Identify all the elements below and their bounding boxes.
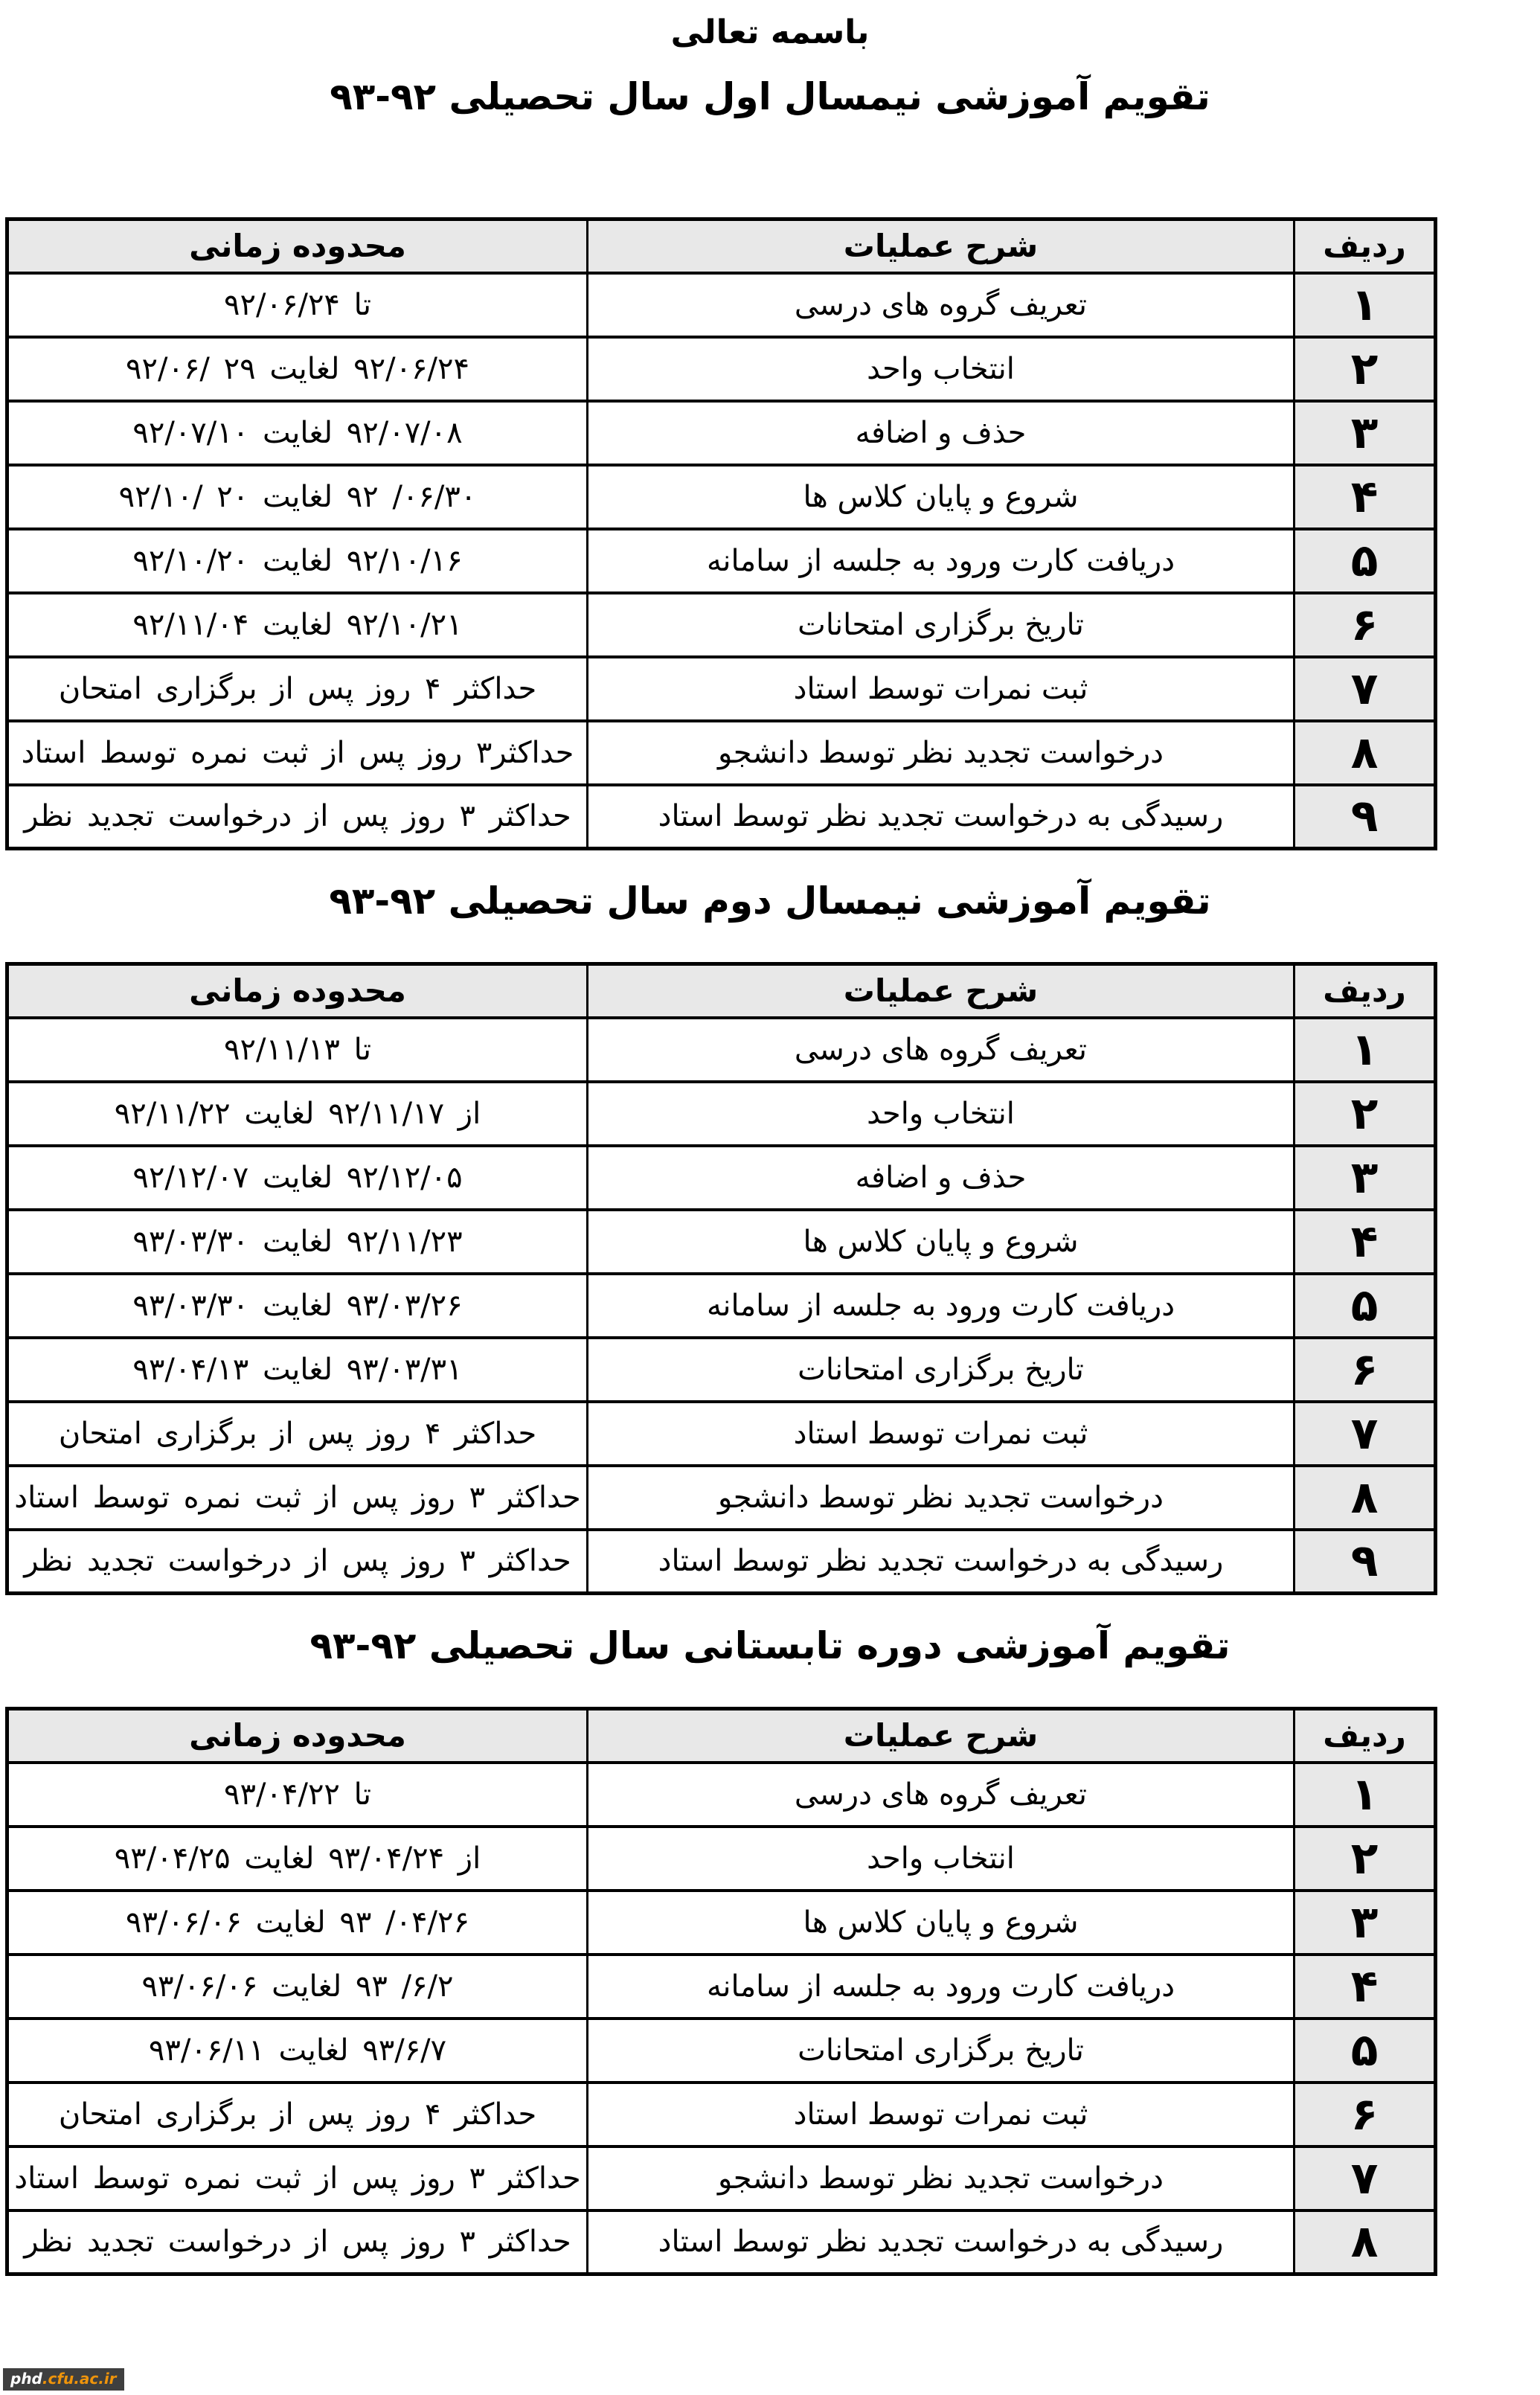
operation-cell: انتخاب واحد <box>588 1827 1294 1891</box>
table-row <box>7 529 1436 593</box>
calendar-table-second-semester <box>5 962 1437 1595</box>
date-value: ۹۲/۱۲/۰۷ <box>132 1160 249 1195</box>
time-range-cell <box>7 2210 588 2274</box>
range-word: حداکثر ۴ روز پس از برگزاری امتحان <box>58 1416 537 1451</box>
column-header-row-number: ردیف <box>1294 964 1436 1018</box>
date-value: ۹۳ /۰۴/۲۶ <box>339 1905 469 1940</box>
operation-cell: دریافت کارت ورود به جلسه از سامانه <box>588 529 1294 593</box>
table-row <box>7 273 1436 337</box>
range-word: لغایت <box>244 1096 315 1131</box>
time-range-cell <box>7 785 588 849</box>
section-title-first-semester: تقویم آموزشی نیمسال اول سال تحصیلی ۹۲-۹۳ <box>330 75 1210 118</box>
row-number: ۱ <box>1294 1763 1436 1827</box>
table-row <box>7 657 1436 721</box>
time-range-cell <box>7 529 588 593</box>
date-value: ۹۲/۱۲/۰۵ <box>346 1160 463 1195</box>
table-row <box>7 721 1436 785</box>
operation-cell: تعریف گروه های درسی <box>588 1763 1294 1827</box>
date-value: ۹۲/۱۱/۲۳ <box>346 1224 463 1259</box>
date-value: ۹۲/۱۰/۱۶ <box>346 543 463 578</box>
date-value: ۹۳/۰۴/۲۲ <box>224 1777 340 1812</box>
operation-cell: حذف و اضافه <box>588 401 1294 465</box>
table-row <box>7 1955 1436 2019</box>
row-number: ۵ <box>1294 2019 1436 2083</box>
range-word: از <box>458 1096 481 1131</box>
range-word: لغایت <box>262 415 333 450</box>
operation-cell: رسیدگی به درخواست تجدید نظر توسط استاد <box>588 785 1294 849</box>
table-row <box>7 2083 1436 2146</box>
table-row <box>7 401 1436 465</box>
operation-cell: ثبت نمرات توسط استاد <box>588 657 1294 721</box>
time-range-cell <box>7 1466 588 1530</box>
row-number: ۸ <box>1294 2210 1436 2274</box>
time-range-cell <box>7 1082 588 1146</box>
date-value: ۹۲/۰۶/ ۲۹ <box>126 351 256 386</box>
column-header-operation: شرح عملیات <box>588 219 1294 273</box>
time-range-cell <box>7 273 588 337</box>
watermark-domain-label: .cfu.ac.ir <box>42 2370 117 2388</box>
table-row <box>7 1018 1436 1082</box>
table-row <box>7 593 1436 657</box>
table-row <box>7 337 1436 401</box>
table-header-row <box>7 964 1436 1018</box>
row-number: ۲ <box>1294 1082 1436 1146</box>
row-number: ۱ <box>1294 1018 1436 1082</box>
range-word: لغایت <box>262 1352 333 1387</box>
table-header-row <box>7 1709 1436 1763</box>
time-range-cell <box>7 1827 588 1891</box>
range-word: حداکثر ۴ روز پس از برگزاری امتحان <box>58 671 537 706</box>
range-word: تا <box>353 287 371 322</box>
table-row <box>7 2019 1436 2083</box>
table-row <box>7 1530 1436 1594</box>
date-value: ۹۳/۰۶/۰۶ <box>126 1905 242 1940</box>
row-number: ۲ <box>1294 337 1436 401</box>
operation-cell: انتخاب واحد <box>588 1082 1294 1146</box>
time-range-cell <box>7 1274 588 1338</box>
time-range-cell <box>7 2019 588 2083</box>
range-word: لغایت <box>262 479 333 514</box>
operation-cell: دریافت کارت ورود به جلسه از سامانه <box>588 1955 1294 2019</box>
table-row <box>7 1891 1436 1955</box>
date-value: ۹۲/۱۱/۱۷ <box>328 1096 445 1131</box>
time-range-cell <box>7 2083 588 2146</box>
time-range-cell <box>7 1763 588 1827</box>
row-number: ۳ <box>1294 401 1436 465</box>
time-range-cell <box>7 1018 588 1082</box>
table-row <box>7 1338 1436 1402</box>
date-value: ۹۳ /۶/۲ <box>355 1969 454 2004</box>
row-number: ۹ <box>1294 1530 1436 1594</box>
date-value: ۹۳/۰۴/۱۳ <box>132 1352 249 1387</box>
row-number: ۴ <box>1294 465 1436 529</box>
column-header-row-number: ردیف <box>1294 219 1436 273</box>
date-value: ۹۳/۰۶/۱۱ <box>148 2033 265 2068</box>
range-word: لغایت <box>262 607 333 642</box>
table-row <box>7 1402 1436 1466</box>
row-number: ۳ <box>1294 1146 1436 1210</box>
row-number: ۳ <box>1294 1891 1436 1955</box>
date-value: ۹۳/۰۴/۲۴ <box>328 1841 445 1876</box>
table-row <box>7 2146 1436 2210</box>
date-value: ۹۳/۰۳/۳۰ <box>132 1224 249 1259</box>
bismillah-heading: باسمه تعالی <box>670 13 870 51</box>
section-title-summer-term: تقویم آموزشی دوره تابستانی سال تحصیلی ۹۲-۹۳ <box>309 1624 1231 1667</box>
time-range-cell <box>7 721 588 785</box>
operation-cell: رسیدگی به درخواست تجدید نظر توسط استاد <box>588 2210 1294 2274</box>
operation-cell: رسیدگی به درخواست تجدید نظر توسط استاد <box>588 1530 1294 1594</box>
row-number: ۵ <box>1294 1274 1436 1338</box>
row-number: ۷ <box>1294 2146 1436 2210</box>
range-word: لغایت <box>255 1905 326 1940</box>
operation-cell: شروع و پایان کلاس ها <box>588 1210 1294 1274</box>
operation-cell: شروع و پایان کلاس ها <box>588 465 1294 529</box>
table-row <box>7 1466 1436 1530</box>
range-word: لغایت <box>262 1160 333 1195</box>
operation-cell: ثبت نمرات توسط استاد <box>588 1402 1294 1466</box>
column-header-operation: شرح عملیات <box>588 1709 1294 1763</box>
row-number: ۵ <box>1294 529 1436 593</box>
range-word: حداکثر ۳ روز پس از ثبت نمره توسط استاد <box>14 2161 581 2196</box>
column-header-time-range: محدوده زمانی <box>7 1709 588 1763</box>
table-row <box>7 1146 1436 1210</box>
date-value: ۹۲/۱۰/۲۱ <box>346 607 463 642</box>
row-number: ۴ <box>1294 1210 1436 1274</box>
table-header-row <box>7 219 1436 273</box>
section-title-second-semester: تقویم آموزشی نیمسال دوم سال تحصیلی ۹۲-۹۳ <box>329 879 1211 923</box>
operation-cell: تاریخ برگزاری امتحانات <box>588 2019 1294 2083</box>
operation-cell: تاریخ برگزاری امتحانات <box>588 593 1294 657</box>
table-row <box>7 1827 1436 1891</box>
date-value: ۹۳/۶/۷ <box>362 2033 447 2068</box>
range-word: حداکثر ۴ روز پس از برگزاری امتحان <box>58 2097 537 2132</box>
range-word: لغایت <box>278 2033 349 2068</box>
time-range-cell <box>7 1146 588 1210</box>
calendar-table-first-semester <box>5 217 1437 850</box>
table-row <box>7 785 1436 849</box>
table-row <box>7 2210 1436 2274</box>
watermark-phd-label: phd <box>10 2370 42 2388</box>
site-watermark-badge <box>3 2368 124 2391</box>
time-range-cell <box>7 1210 588 1274</box>
column-header-time-range: محدوده زمانی <box>7 964 588 1018</box>
date-value: ۹۳/۰۳/۲۶ <box>346 1288 463 1323</box>
operation-cell: ثبت نمرات توسط استاد <box>588 2083 1294 2146</box>
range-word: لغایت <box>262 543 333 578</box>
range-word: حداکثر ۳ روز پس از درخواست تجدید نظر <box>24 1544 571 1579</box>
table-row <box>7 1763 1436 1827</box>
range-word: حداکثر ۳ روز پس از درخواست تجدید نظر <box>24 799 571 834</box>
time-range-cell <box>7 1891 588 1955</box>
date-value: ۹۲/۰۶/۲۴ <box>353 351 469 386</box>
date-value: ۹۲/۰۷/۰۸ <box>346 415 463 450</box>
range-word: لغایت <box>262 1288 333 1323</box>
range-word: تا <box>353 1777 371 1812</box>
operation-cell: درخواست تجدید نظر توسط دانشجو <box>588 1466 1294 1530</box>
time-range-cell <box>7 1338 588 1402</box>
operation-cell: تعریف گروه های درسی <box>588 1018 1294 1082</box>
table-row <box>7 1274 1436 1338</box>
time-range-cell <box>7 593 588 657</box>
time-range-cell <box>7 1955 588 2019</box>
time-range-cell <box>7 465 588 529</box>
row-number: ۱ <box>1294 273 1436 337</box>
table-row <box>7 465 1436 529</box>
calendar-table-summer-term <box>5 1707 1437 2276</box>
date-value: ۹۳/۰۳/۳۱ <box>346 1352 463 1387</box>
date-value: ۹۲/۱۱/۲۲ <box>114 1096 231 1131</box>
date-value: ۹۲/۱۱/۱۳ <box>224 1032 340 1067</box>
range-word: لغایت <box>269 351 340 386</box>
operation-cell: درخواست تجدید نظر توسط دانشجو <box>588 721 1294 785</box>
date-value: ۹۲/۱۰/۲۰ <box>132 543 249 578</box>
row-number: ۲ <box>1294 1827 1436 1891</box>
row-number: ۹ <box>1294 785 1436 849</box>
range-word: لغایت <box>272 1969 342 2004</box>
range-word: از <box>458 1841 481 1876</box>
operation-cell: تعریف گروه های درسی <box>588 273 1294 337</box>
time-range-cell <box>7 657 588 721</box>
date-value: ۹۲ /۰۶/۳۰ <box>346 479 477 514</box>
date-value: ۹۲/۱۰/ ۲۰ <box>118 479 249 514</box>
row-number: ۸ <box>1294 721 1436 785</box>
date-value: ۹۳/۰۴/۲۵ <box>114 1841 231 1876</box>
range-word: حداکثر ۳ روز پس از درخواست تجدید نظر <box>24 2225 571 2260</box>
date-value: ۹۳/۰۳/۳۰ <box>132 1288 249 1323</box>
row-number: ۶ <box>1294 1338 1436 1402</box>
row-number: ۸ <box>1294 1466 1436 1530</box>
row-number: ۷ <box>1294 657 1436 721</box>
column-header-operation: شرح عملیات <box>588 964 1294 1018</box>
time-range-cell <box>7 2146 588 2210</box>
table-row <box>7 1082 1436 1146</box>
range-word: حداکثر۳ روز پس از ثبت نمره توسط استاد <box>21 735 574 770</box>
table-row <box>7 1210 1436 1274</box>
time-range-cell <box>7 1402 588 1466</box>
column-header-row-number: ردیف <box>1294 1709 1436 1763</box>
date-value: ۹۲/۱۱/۰۴ <box>132 607 249 642</box>
range-word: لغایت <box>262 1224 333 1259</box>
row-number: ۴ <box>1294 1955 1436 2019</box>
time-range-cell <box>7 401 588 465</box>
range-word: حداکثر ۳ روز پس از ثبت نمره توسط استاد <box>14 1480 581 1515</box>
time-range-cell <box>7 1530 588 1594</box>
operation-cell: دریافت کارت ورود به جلسه از سامانه <box>588 1274 1294 1338</box>
range-word: تا <box>353 1032 371 1067</box>
operation-cell: انتخاب واحد <box>588 337 1294 401</box>
date-value: ۹۳/۰۶/۰۶ <box>141 1969 258 2004</box>
range-word: لغایت <box>244 1841 315 1876</box>
row-number: ۶ <box>1294 593 1436 657</box>
operation-cell: تاریخ برگزاری امتحانات <box>588 1338 1294 1402</box>
row-number: ۷ <box>1294 1402 1436 1466</box>
operation-cell: درخواست تجدید نظر توسط دانشجو <box>588 2146 1294 2210</box>
operation-cell: شروع و پایان کلاس ها <box>588 1891 1294 1955</box>
date-value: ۹۲/۰۶/۲۴ <box>224 287 340 322</box>
column-header-time-range: محدوده زمانی <box>7 219 588 273</box>
operation-cell: حذف و اضافه <box>588 1146 1294 1210</box>
row-number: ۶ <box>1294 2083 1436 2146</box>
date-value: ۹۲/۰۷/۱۰ <box>132 415 249 450</box>
time-range-cell <box>7 337 588 401</box>
